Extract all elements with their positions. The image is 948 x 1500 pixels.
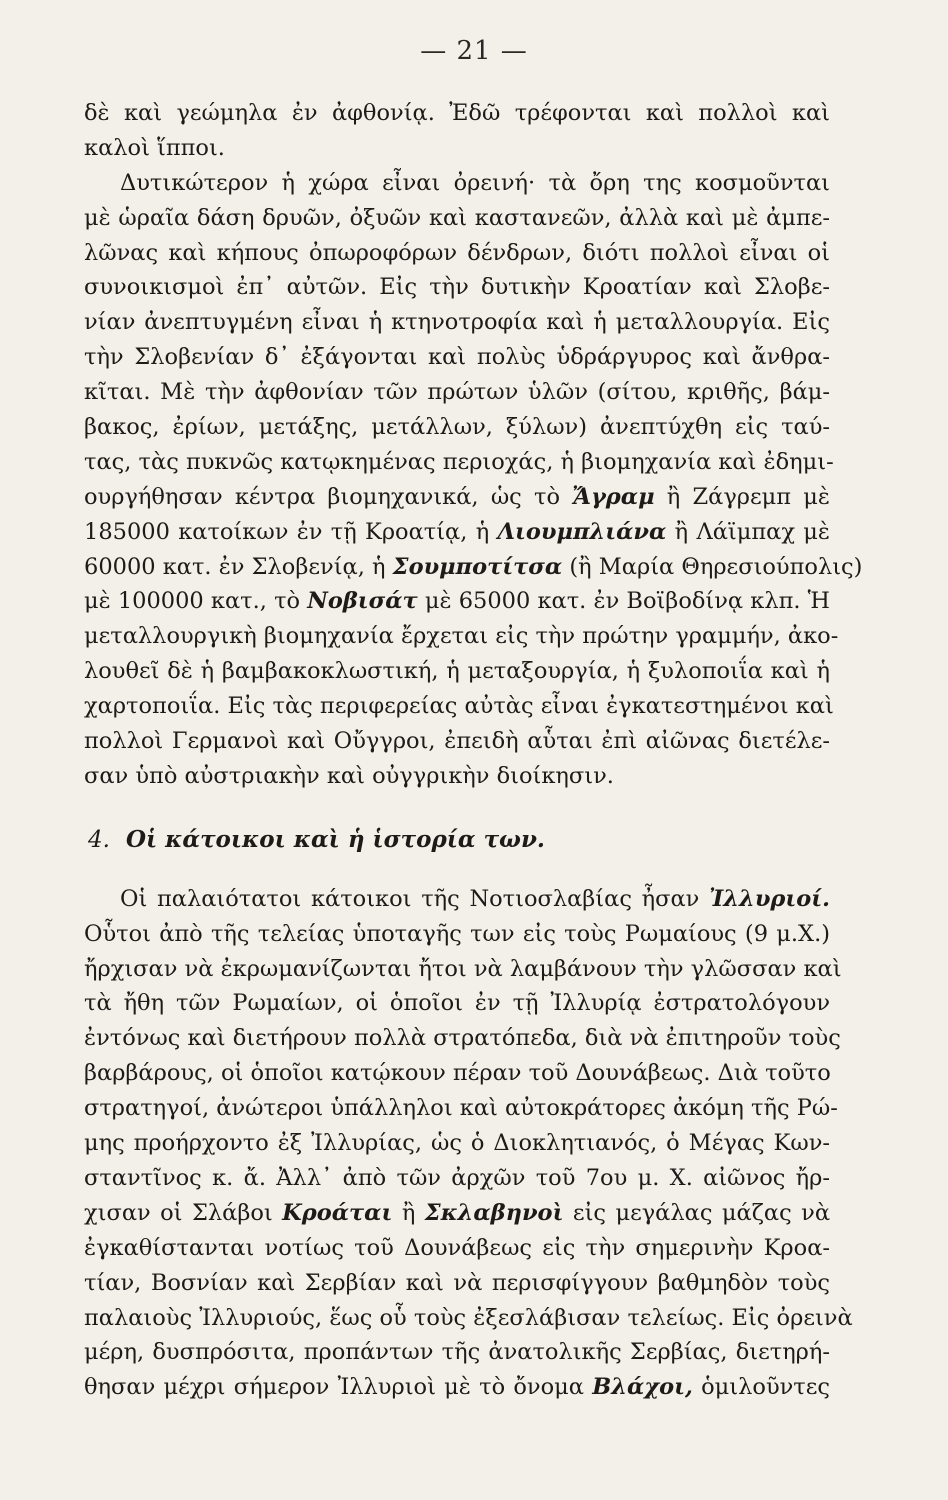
text-line: μέρη, δυσπρόσιτα, προπάντων τῆς ἀνατολικῆς Σερβίας, διετηρή-	[84, 1339, 830, 1366]
text-line: μὲ ὡραῖα δάση δρυῶν, ὀξυῶν καὶ καστανεῶν, ἀλλὰ καὶ μὲ ἀμπε-	[84, 204, 830, 231]
line-text: 60000 κατ. ἐν Σλοβενίᾳ, ἡ	[84, 553, 386, 580]
text-line: δὲ καὶ γεώμηλα ἐν ἀφθονίᾳ. Ἐδῶ τρέφονται καὶ πολλοὶ καὶ	[84, 100, 830, 126]
text-line: βαρβάρους, οἱ ὁποῖοι κατῴκουν πέραν τοῦ Δουνάβεως. Διὰ τοῦτο	[84, 1060, 831, 1087]
text-line: τίαν, Βοσνίαν καὶ Σερβίαν καὶ νὰ περισφίγγουν βαθμηδὸν τοὺς	[84, 1269, 830, 1296]
text-line: μεταλλουργικὴ βιομηχανία ἔρχεται εἰς τὴν πρώτην γραμμήν, ἀκο-	[84, 623, 839, 650]
city-name-ljubljana: Λιουμπλιάνα	[497, 518, 667, 545]
line-text: μὲ 65000 κατ. ἐν Βοϊβοδίνᾳ κλπ. Ἡ	[424, 588, 831, 615]
city-name-agram: Ἄγραμ	[572, 483, 655, 510]
people-name-vlachs: Βλάχοι,	[592, 1374, 693, 1401]
text-line	[84, 1196, 830, 1231]
city-name-subotica: Σουμποτίτσα	[392, 553, 563, 580]
body-text	[84, 96, 863, 1405]
line-text: θησαν μέχρι σήμερον Ἰλλυριοὶ μὲ τὸ ὄνομα	[84, 1374, 584, 1401]
text-line: τὰ ἤθη τῶν Ρωμαίων, οἱ ὁποῖοι ἐν τῇ Ἰλλυρίᾳ ἐστρατολόγουν	[84, 990, 830, 1017]
line-text: 185000 κατοίκων ἐν τῇ Κροατίᾳ, ἡ	[84, 518, 490, 545]
text-line: σταντῖνος κ. ἄ. Ἀλλ᾽ ἀπὸ τῶν ἀρχῶν τοῦ 7ου μ. Χ. αἰῶνος ἤρ-	[84, 1164, 830, 1191]
text-line: τὴν Σλοβενίαν δ᾽ ἐξάγονται καὶ πολὺς ὑδράργυρος καὶ ἄνθρα-	[84, 344, 830, 371]
text-line: κῖται. Μὲ τὴν ἀφθονίαν τῶν πρώτων ὑλῶν (σίτου, κριθῆς, βάμ-	[84, 379, 830, 406]
page-number: — 21 —	[420, 36, 528, 66]
text-line	[84, 584, 830, 619]
line-text: χισαν οἱ Σλάβοι	[84, 1199, 273, 1226]
text-line: τας, τὰς πυκνῶς κατῳκημένας περιοχάς, ἡ βιομηχανία καὶ ἐδημι-	[84, 448, 834, 475]
text-line	[84, 480, 830, 515]
text-line: βακος, ἐρίων, μετάξης, μετάλλων, ξύλων) ἀνεπτύχθη εἰς ταύ-	[84, 414, 830, 441]
text-line	[84, 550, 863, 585]
text-line: μης προήρχοντο ἐξ Ἰλλυρίας, ὡς ὁ Διοκλητιανός, ὁ Μέγας Κων-	[84, 1130, 830, 1157]
section-spacer	[84, 794, 830, 820]
section-heading	[84, 820, 830, 860]
city-name-novisad: Νοβισάτ	[307, 588, 418, 615]
text-line	[84, 1370, 830, 1405]
line-text: ουργήθησαν κέντρα βιομηχανικά, ὡς τὸ	[84, 483, 560, 510]
text-line: νίαν ἀνεπτυγμένη εἶναι ἡ κτηνοτροφία καὶ ἡ μεταλλουργία. Εἰς	[84, 309, 830, 336]
people-name-illyrians: Ἰλλυριοί.	[709, 885, 831, 912]
text-line: συνοικισμοὶ ἐπ᾽ αὐτῶν. Εἰς τὴν δυτικὴν Κροατίαν καὶ Σλοβε-	[84, 274, 830, 301]
text-line	[84, 882, 830, 917]
section-number: 4.	[88, 826, 110, 853]
text-line	[84, 515, 830, 550]
text-line: ἐγκαθίστανται νοτίως τοῦ Δουνάβεως εἰς τὴν σημερινὴν Κροα-	[84, 1234, 830, 1261]
text-line: Οὗτοι ἀπὸ τῆς τελείας ὑποταγῆς των εἰς τοὺς Ρωμαίους (9 μ.Χ.)	[84, 920, 830, 947]
line-text: μὲ 100000 κατ., τὸ	[84, 588, 301, 615]
line-text: ὁμιλοῦντες	[701, 1374, 830, 1401]
text-line: σαν ὑπὸ αὐστριακὴν καὶ οὐγγρικὴν διοίκησιν.	[84, 762, 614, 789]
text-line: ἐντόνως καὶ διετήρουν πολλὰ στρατόπεδα, διὰ νὰ ἐπιτηροῦν τοὺς	[84, 1025, 841, 1052]
text-line: Δυτικώτερον ἡ χώρα εἶναι ὀρεινή· τὰ ὄρη της κοσμοῦνται	[120, 169, 830, 196]
line-text: (ἢ Μαρία Θηρεσιούπολις)	[569, 553, 863, 580]
text-line: χαρτοποιΐα. Εἰς τὰς περιφερείας αὐτὰς εἶναι ἐγκατεστημένοι καὶ	[84, 693, 834, 720]
line-text: ἢ Λάϊμπαχ μὲ	[674, 518, 830, 545]
text-line: στρατηγοί, ἀνώτεροι ὑπάλληλοι καὶ αὐτοκράτορες ἀκόμη τῆς Ρώ-	[84, 1095, 838, 1122]
section-title: Οἱ κάτοικοι καὶ ἡ ἱστορία των.	[125, 825, 545, 853]
line-text: ἢ	[401, 1199, 416, 1226]
text-line: πολλοὶ Γερμανοὶ καὶ Οὔγγροι, ἐπειδὴ αὗται ἐπὶ αἰῶνας διετέλε-	[84, 728, 830, 755]
text-line: λουθεῖ δὲ ἡ βαμβακοκλωστική, ἡ μεταξουργία, ἡ ξυλοποιΐα καὶ ἡ	[84, 658, 830, 685]
line-text: εἰς μεγάλας μάζας νὰ	[572, 1199, 831, 1226]
text-line: παλαιοὺς Ἰλλυριούς, ἕως οὗ τοὺς ἐξεσλάβισαν τελείως. Εἰς ὀρεινὰ	[84, 1304, 853, 1331]
section-spacer	[84, 860, 830, 882]
text-line: ἤρχισαν νὰ ἐκρωμανίζωνται ἤτοι νὰ λαμβάνουν τὴν γλῶσσαν καὶ	[84, 955, 842, 982]
text-line: λῶνας καὶ κήπους ὀπωροφόρων δένδρων, διότι πολλοὶ εἶναι οἱ	[84, 239, 830, 266]
people-name-sklavenoi: Σκλαβηνοὶ	[424, 1199, 564, 1226]
line-text: Οἱ παλαιότατοι κάτοικοι τῆς Νοτιοσλαβίας ἦσαν	[120, 885, 700, 912]
line-text: ἢ Ζάγρεμπ μὲ	[666, 483, 830, 510]
people-name-croats: Κροάται	[282, 1199, 393, 1226]
text-line: καλοὶ ἵπποι.	[84, 134, 225, 161]
